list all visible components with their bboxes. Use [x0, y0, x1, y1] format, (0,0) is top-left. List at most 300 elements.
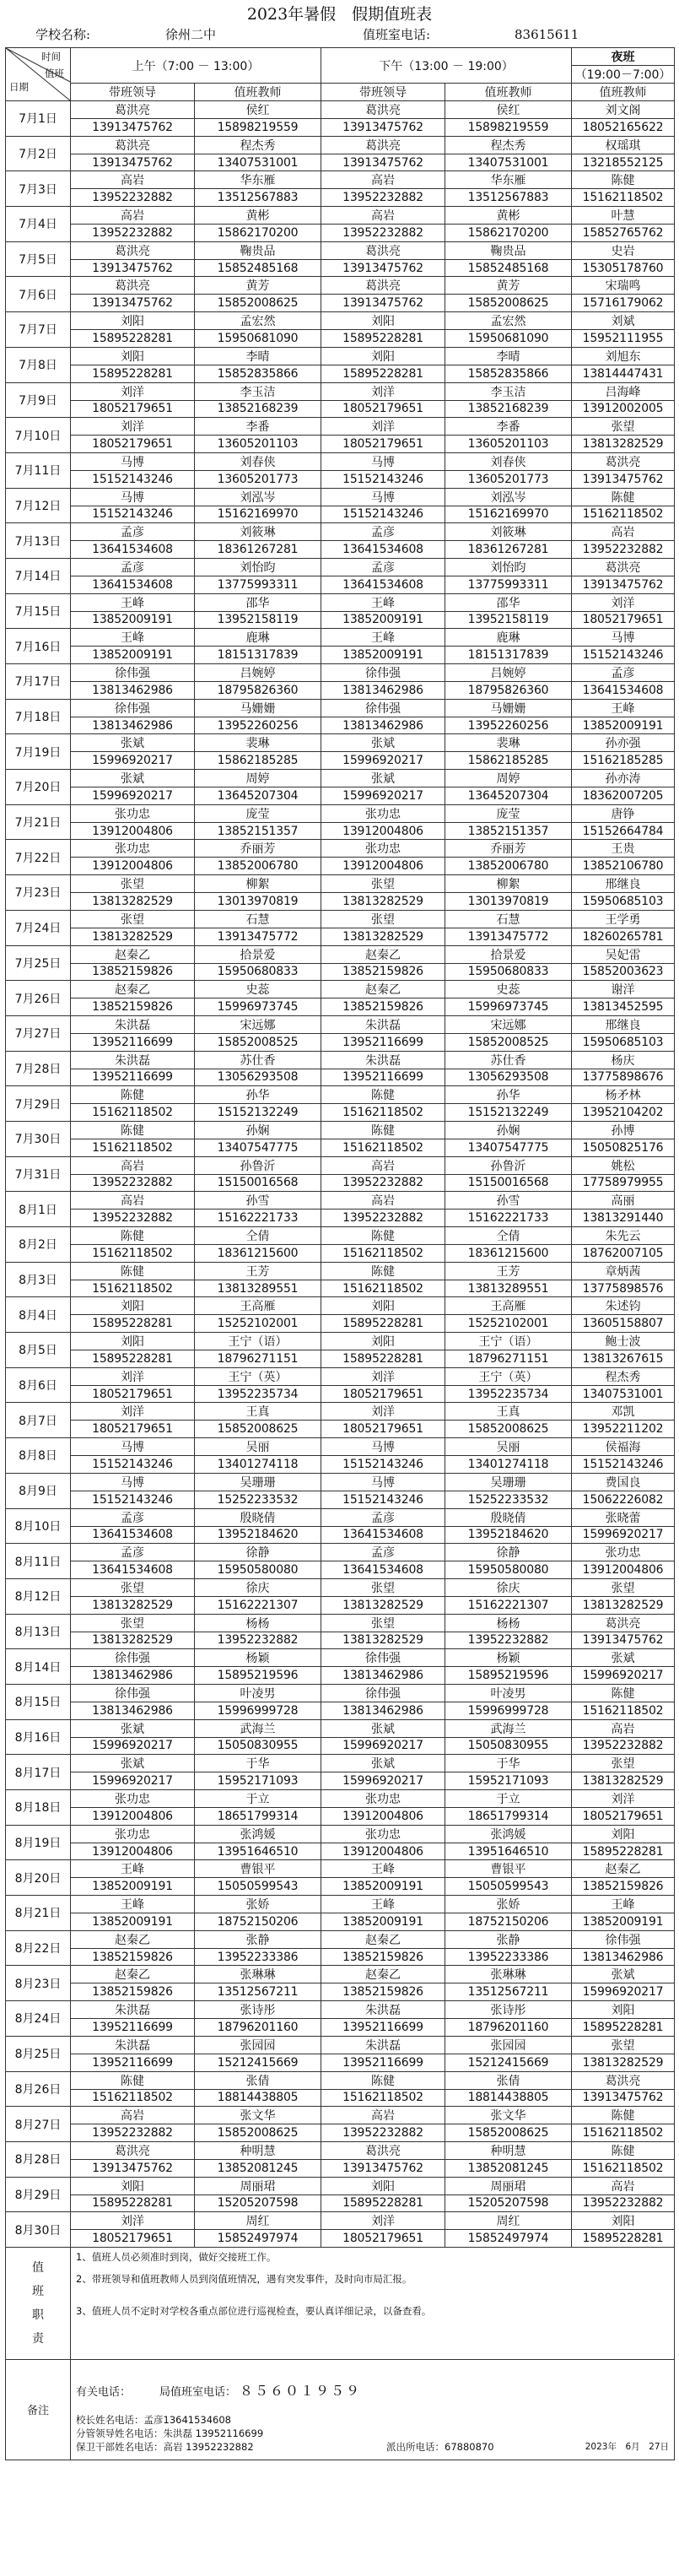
morning-teacher-name: 张文华 [195, 2107, 321, 2124]
morning-leader-phone: 13912004806 [71, 858, 195, 875]
day-phone-row [6, 998, 675, 1016]
morning-teacher-name: 庞莹 [195, 804, 321, 822]
afternoon-leader-name: 刘洋 [321, 1403, 445, 1421]
night-teacher-name: 刘斌 [572, 312, 675, 330]
night-teacher-name: 宋瑞鸣 [572, 277, 675, 295]
day-date: 7月4日 [6, 207, 71, 242]
day-phone-row [6, 1033, 675, 1051]
day-phone-row [6, 1491, 675, 1508]
afternoon-teacher-name: 周红 [445, 2212, 572, 2230]
morning-leader-name: 陈健 [71, 1086, 195, 1104]
afternoon-leader-name: 葛洪亮 [321, 241, 445, 259]
afternoon-teacher-phone: 18796271151 [445, 1350, 572, 1368]
morning-leader-name: 朱洪磊 [71, 1015, 195, 1033]
night-teacher-name: 孟彦 [572, 664, 675, 682]
day-date: 8月25日 [6, 2036, 71, 2071]
morning-leader-name: 葛洪亮 [71, 277, 195, 295]
morning-teacher-name: 孙鲁沂 [195, 1156, 321, 1174]
last-contact-line [76, 2440, 674, 2454]
morning-leader-phone: 13952232882 [71, 225, 195, 242]
day-date: 7月20日 [6, 770, 71, 805]
night-teacher-phone: 13407531001 [572, 1385, 675, 1403]
day-row [6, 1367, 675, 1385]
day-date: 8月1日 [6, 1192, 71, 1227]
night-teacher-name: 孙亦涛 [572, 770, 675, 787]
morning-teacher-phone: 15996973745 [195, 998, 321, 1016]
afternoon-teacher-name: 徐庆 [445, 1578, 572, 1596]
day-row [6, 2141, 675, 2159]
morning-leader-name: 孟彦 [71, 558, 195, 576]
morning-teacher-name: 张鸿媛 [195, 1825, 321, 1843]
morning-teacher-phone: 15852497974 [195, 2230, 321, 2248]
duty-table [5, 47, 675, 2460]
afternoon-teacher-phone: 15898219559 [445, 119, 572, 137]
afternoon-leader-name: 孟彦 [321, 523, 445, 541]
afternoon-teacher-name: 孙鲁沂 [445, 1156, 572, 1174]
afternoon-teacher-phone: 18651799314 [445, 1808, 572, 1826]
afternoon-teacher-name: 乔丽芳 [445, 840, 572, 858]
afternoon-teacher-name: 黄芳 [445, 277, 572, 295]
day-phone-row [6, 928, 675, 945]
night-teacher-name: 张望 [572, 418, 675, 436]
day-row [6, 593, 675, 611]
morning-teacher-name: 仝倩 [195, 1227, 321, 1245]
afternoon-teacher-phone: 15950681090 [445, 330, 572, 348]
morning-teacher-phone: 15852008625 [195, 2124, 321, 2142]
day-date: 7月16日 [6, 629, 71, 664]
morning-leader-name: 张功忠 [71, 1790, 195, 1808]
morning-teacher-name: 李晴 [195, 347, 321, 365]
day-phone-row [6, 541, 675, 559]
morning-leader-phone: 13913475762 [71, 119, 195, 137]
night-teacher-name: 刘文阁 [572, 101, 675, 119]
afternoon-leader-name: 马博 [321, 488, 445, 506]
day-row [6, 418, 675, 436]
day-phone-row [6, 717, 675, 734]
afternoon-teacher-phone: 13056293508 [445, 1069, 572, 1086]
day-row [6, 1614, 675, 1632]
night-teacher-name: 王峰 [572, 1896, 675, 1913]
afternoon-teacher-name: 马姗姗 [445, 699, 572, 717]
day-row [6, 2071, 675, 2089]
night-teacher-phone: 13852159826 [572, 1878, 675, 1896]
night-teacher-name: 程杰秀 [572, 1367, 675, 1385]
day-date: 8月28日 [6, 2141, 71, 2177]
morning-leader-phone: 13952232882 [71, 2124, 195, 2142]
day-date: 8月17日 [6, 1755, 71, 1790]
day-phone-row [6, 1808, 675, 1826]
night-teacher-phone: 15895228281 [572, 2019, 675, 2037]
morning-leader-name: 马博 [71, 452, 195, 470]
morning-teacher-name: 吴丽 [195, 1438, 321, 1456]
afternoon-leader-name: 马博 [321, 1473, 445, 1491]
afternoon-leader-name: 张斌 [321, 1755, 445, 1772]
morning-teacher-phone: 15952171093 [195, 1772, 321, 1790]
day-date: 8月24日 [6, 2001, 71, 2037]
morning-leader-phone: 15996920217 [71, 752, 195, 770]
morning-teacher-phone: 13013970819 [195, 893, 321, 911]
day-row [6, 1015, 675, 1033]
day-phone-row [6, 1350, 675, 1368]
day-date: 7月25日 [6, 945, 71, 981]
morning-teacher-phone: 13913475772 [195, 928, 321, 945]
day-phone-row [6, 225, 675, 242]
night-teacher-phone: 13913475762 [572, 1632, 675, 1649]
afternoon-teacher-phone: 15852008525 [445, 1033, 572, 1051]
afternoon-teacher-phone: 15862185285 [445, 752, 572, 770]
afternoon-leader-name: 葛洪亮 [321, 101, 445, 119]
afternoon-leader-phone: 13641534608 [321, 1526, 445, 1544]
night-teacher-phone: 13813291440 [572, 1210, 675, 1227]
day-date: 7月19日 [6, 734, 71, 770]
day-phone-row [6, 470, 675, 488]
afternoon-leader-name: 张望 [321, 1614, 445, 1632]
morning-teacher-name: 王宁（语） [195, 1333, 321, 1350]
morning-leader-name: 陈健 [71, 1121, 195, 1139]
afternoon-leader-phone: 13813462986 [321, 717, 445, 734]
morning-teacher-phone: 13852081245 [195, 2159, 321, 2177]
morning-leader-phone: 13912004806 [71, 1808, 195, 1826]
duty-note: 3、值班人员不定时对学校各重点部位进行巡视检查，要认真详细记录，以备查看。 [76, 2304, 432, 2317]
afternoon-teacher-phone: 13512567211 [445, 1983, 572, 2001]
morning-leader-name: 陈健 [71, 2071, 195, 2089]
afternoon-leader-phone: 15152143246 [321, 506, 445, 523]
afternoon-teacher-name: 裴琳 [445, 734, 572, 752]
day-phone-row [6, 2194, 675, 2212]
morning-leader-name: 刘阳 [71, 1333, 195, 1350]
remarks-row [6, 2359, 675, 2460]
night-teacher-phone: 13641534608 [572, 682, 675, 700]
morning-leader-name: 陈健 [71, 1262, 195, 1280]
day-phone-row [6, 1632, 675, 1649]
morning-teacher-phone: 18361267281 [195, 541, 321, 559]
morning-leader-phone: 13852009191 [71, 1913, 195, 1931]
morning-teacher-phone: 13951646510 [195, 1843, 321, 1860]
afternoon-leader-name: 张望 [321, 875, 445, 893]
afternoon-teacher-phone: 13852168239 [445, 400, 572, 418]
morning-teacher-phone: 13852151357 [195, 822, 321, 840]
morning-teacher-name: 华东雁 [195, 171, 321, 189]
morning-teacher-name: 周婷 [195, 770, 321, 787]
day-phone-row [6, 1210, 675, 1227]
afternoon-teacher-name: 李番 [445, 418, 572, 436]
night-teacher-name: 邢继良 [572, 875, 675, 893]
day-phone-row [6, 1702, 675, 1719]
morning-teacher-name: 王芳 [195, 1262, 321, 1280]
morning-leader-phone: 15162118502 [71, 1245, 195, 1263]
night-teacher-phone: 13952211202 [572, 1421, 675, 1438]
morning-leader-name: 刘洋 [71, 1403, 195, 1421]
day-phone-row [6, 1526, 675, 1544]
afternoon-leader-phone: 13813282529 [321, 928, 445, 945]
morning-leader-name: 刘阳 [71, 347, 195, 365]
night-teacher-name: 吴妃雷 [572, 945, 675, 963]
night-teacher-phone: 13605158807 [572, 1315, 675, 1333]
day-row [6, 1755, 675, 1772]
morning-leader-phone: 13913475762 [71, 154, 195, 171]
afternoon-teacher-phone: 13775993311 [445, 576, 572, 593]
night-teacher-name: 陈健 [572, 1684, 675, 1702]
morning-leader-name: 张功忠 [71, 840, 195, 858]
night-teacher-phone: 13913475762 [572, 576, 675, 593]
afternoon-leader-phone: 18052179651 [321, 1385, 445, 1403]
afternoon-leader-name: 陈健 [321, 1227, 445, 1245]
phone-line [76, 2380, 674, 2400]
morning-teacher-name: 周丽珺 [195, 2177, 321, 2194]
day-phone-row [6, 2019, 675, 2037]
afternoon-teacher-name: 仝倩 [445, 1227, 572, 1245]
morning-leader-phone: 13952232882 [71, 189, 195, 207]
day-row [6, 1438, 675, 1456]
morning-teacher-name: 吕婉婷 [195, 664, 321, 682]
night-teacher-phone: 13952232882 [572, 1737, 675, 1755]
morning-leader-phone: 18052179651 [71, 436, 195, 453]
morning-teacher-name: 李番 [195, 418, 321, 436]
day-row [6, 207, 675, 225]
day-row [6, 1156, 675, 1174]
afternoon-leader-name: 葛洪亮 [321, 277, 445, 295]
afternoon-leader-phone: 13813462986 [321, 1702, 445, 1719]
night-teacher-phone: 13913475762 [572, 470, 675, 488]
morning-teacher-phone: 13645207304 [195, 787, 321, 805]
day-phone-row [6, 365, 675, 382]
duty-room-phone: 83615611 [515, 27, 579, 42]
night-teacher-name: 葛洪亮 [572, 558, 675, 576]
afternoon-leader-phone: 15162118502 [321, 1104, 445, 1122]
night-teacher-phone: 15305178760 [572, 259, 675, 277]
day-date: 8月23日 [6, 1966, 71, 2001]
night-teacher-name: 邓凯 [572, 1403, 675, 1421]
afternoon-teacher-phone: 13852151357 [445, 822, 572, 840]
night-teacher-name: 葛洪亮 [572, 1614, 675, 1632]
day-date: 8月14日 [6, 1649, 71, 1685]
remarks-content [71, 2359, 675, 2460]
afternoon-teacher-name: 杨杨 [445, 1614, 572, 1632]
day-date: 7月6日 [6, 277, 71, 312]
header-corner [6, 48, 71, 101]
night-teacher-name: 王学勇 [572, 910, 675, 928]
night-teacher-phone: 15952111955 [572, 330, 675, 348]
night-teacher-name: 唐铮 [572, 804, 675, 822]
afternoon-teacher-name: 于立 [445, 1790, 572, 1808]
day-date: 8月29日 [6, 2177, 71, 2212]
duties-label [6, 2247, 71, 2359]
day-row [6, 488, 675, 506]
morning-leader-name: 刘洋 [71, 382, 195, 400]
morning-leader-name: 张望 [71, 910, 195, 928]
morning-teacher-phone: 15852485168 [195, 259, 321, 277]
night-header: 夜班 [572, 48, 675, 66]
afternoon-leader-name: 刘阳 [321, 312, 445, 330]
afternoon-teacher-name: 曹银平 [445, 1860, 572, 1878]
morning-teacher-phone: 15895219596 [195, 1667, 321, 1685]
morning-teacher-phone: 13852168239 [195, 400, 321, 418]
day-row [6, 699, 675, 717]
morning-teacher-name: 史蕊 [195, 981, 321, 998]
day-phone-row [6, 1913, 675, 1931]
night-teacher-phone: 15162185285 [572, 752, 675, 770]
afternoon-teacher-name: 孙华 [445, 1086, 572, 1104]
morning-leader-name: 张望 [71, 1578, 195, 1596]
day-date: 7月18日 [6, 699, 71, 734]
day-phone-row [6, 893, 675, 911]
morning-leader-phone: 15152143246 [71, 470, 195, 488]
afternoon-leader-phone: 13912004806 [321, 822, 445, 840]
night-teacher-name: 刘洋 [572, 1790, 675, 1808]
morning-teacher-phone: 18796271151 [195, 1350, 321, 1368]
security-leader-contact: 分管领导姓名电话：朱洪磊 13952116699 [76, 2427, 264, 2439]
morning-leader-name: 高岩 [71, 207, 195, 225]
day-row [6, 1860, 675, 1878]
day-row [6, 1930, 675, 1948]
morning-leader-name: 张功忠 [71, 804, 195, 822]
morning-leader-phone: 13641534608 [71, 1561, 195, 1579]
duty-note: 1、值班人员必须准时到岗，做好交接班工作。 [76, 2250, 277, 2263]
morning-leader-phone: 13913475762 [71, 295, 195, 312]
afternoon-teacher-phone: 15162221307 [445, 1596, 572, 1614]
morning-header: 上午（7:00 － 13:00） [71, 48, 321, 84]
remarks-label: 备注 [6, 2359, 71, 2460]
afternoon-teacher-name: 华东雁 [445, 171, 572, 189]
day-phone-row [6, 1843, 675, 1860]
morning-leader-phone: 13952232882 [71, 1210, 195, 1227]
night-teacher-phone: 13952104202 [572, 1104, 675, 1122]
night-teacher-name: 刘洋 [572, 593, 675, 611]
day-row [6, 629, 675, 647]
morning-leader-phone: 13952116699 [71, 2019, 195, 2037]
morning-leader-name: 赵秦乙 [71, 981, 195, 998]
morning-teacher-name: 刘春侠 [195, 452, 321, 470]
morning-teacher-name: 王高雁 [195, 1297, 321, 1315]
day-date: 8月21日 [6, 1896, 71, 1931]
afternoon-teacher-name: 吴丽 [445, 1438, 572, 1456]
afternoon-leader-phone: 13952232882 [321, 189, 445, 207]
morning-teacher-phone: 13512567883 [195, 189, 321, 207]
day-phone-row [6, 822, 675, 840]
day-phone-row [6, 259, 675, 277]
morning-teacher-name: 李玉洁 [195, 382, 321, 400]
day-phone-row [6, 2124, 675, 2142]
night-teacher-name: 刘阳 [572, 1825, 675, 1843]
morning-teacher-name: 吴珊珊 [195, 1473, 321, 1491]
morning-teacher-name: 于立 [195, 1790, 321, 1808]
night-teacher-phone: 13813282529 [572, 1596, 675, 1614]
afternoon-leader-name: 徐伟强 [321, 699, 445, 717]
night-teacher-name: 孙亦强 [572, 734, 675, 752]
morning-leader-phone: 18052179651 [71, 400, 195, 418]
day-date: 7月27日 [6, 1015, 71, 1051]
night-teacher-phone: 13852009191 [572, 1913, 675, 1931]
morning-leader-phone: 13912004806 [71, 822, 195, 840]
morning-teacher-phone: 13952235734 [195, 1385, 321, 1403]
afternoon-teacher-name: 武海兰 [445, 1719, 572, 1737]
afternoon-leader-name: 刘阳 [321, 347, 445, 365]
morning-leader-phone: 15895228281 [71, 1350, 195, 1368]
afternoon-leader-phone: 15996920217 [321, 1737, 445, 1755]
morning-teacher-name: 曹银平 [195, 1860, 321, 1878]
day-date: 8月11日 [6, 1544, 71, 1579]
morning-leader-name: 徐伟强 [71, 664, 195, 682]
day-row [6, 1297, 675, 1315]
afternoon-leader-phone: 13913475762 [321, 295, 445, 312]
afternoon-leader-phone: 13852009191 [321, 1878, 445, 1896]
day-date: 7月8日 [6, 347, 71, 382]
afternoon-teacher-phone: 13401274118 [445, 1456, 572, 1474]
day-date: 8月18日 [6, 1790, 71, 1826]
afternoon-teacher-phone: 15852008625 [445, 295, 572, 312]
night-teacher-phone: 13813282529 [572, 2054, 675, 2071]
night-teacher-name: 王峰 [572, 699, 675, 717]
night-teacher-name: 侯福海 [572, 1438, 675, 1456]
afternoon-teacher-name: 鹿琳 [445, 629, 572, 647]
day-date: 8月22日 [6, 1930, 71, 1966]
afternoon-teacher-phone: 18795826360 [445, 682, 572, 700]
night-teacher-phone: 18362007205 [572, 787, 675, 805]
morning-leader-name: 高岩 [71, 2107, 195, 2124]
morning-leader-phone: 18052179651 [71, 1421, 195, 1438]
afternoon-leader-name: 朱洪磊 [321, 2001, 445, 2019]
afternoon-teacher-phone: 13013970819 [445, 893, 572, 911]
morning-leader-phone: 15996920217 [71, 1737, 195, 1755]
morning-teacher-name: 王宁（英） [195, 1367, 321, 1385]
morning-leader-name: 张斌 [71, 1755, 195, 1772]
day-date: 7月23日 [6, 875, 71, 911]
morning-teacher-phone: 15152132249 [195, 1104, 321, 1122]
afternoon-leader-phone: 13952116699 [321, 1069, 445, 1086]
day-date: 8月8日 [6, 1438, 71, 1474]
morning-leader-name: 葛洪亮 [71, 136, 195, 154]
afternoon-leader-name: 张功忠 [321, 804, 445, 822]
night-teacher-phone: 18762007105 [572, 1245, 675, 1263]
morning-leader-name: 赵秦乙 [71, 1966, 195, 1983]
afternoon-teacher-name: 拾景爱 [445, 945, 572, 963]
afternoon-leader-phone: 13912004806 [321, 858, 445, 875]
morning-teacher-phone: 15150016568 [195, 1174, 321, 1192]
header-duty-label: 值班 [45, 68, 64, 79]
bureau-phone: ８５６０１９５９ [240, 2382, 362, 2399]
day-phone-row [6, 576, 675, 593]
morning-teacher-name: 刘筱琳 [195, 523, 321, 541]
afternoon-teacher-name: 史蕊 [445, 981, 572, 998]
morning-leader-name: 高岩 [71, 1156, 195, 1174]
night-teacher-phone: 15996920217 [572, 1667, 675, 1685]
day-date: 7月9日 [6, 382, 71, 418]
day-date: 8月9日 [6, 1473, 71, 1508]
afternoon-leader-phone: 13913475762 [321, 119, 445, 137]
morning-leader-name: 张斌 [71, 734, 195, 752]
night-teacher-name: 赵秦乙 [572, 1860, 675, 1878]
afternoon-leader-name: 张望 [321, 910, 445, 928]
afternoon-teacher-name: 张静 [445, 1930, 572, 1948]
day-date: 8月26日 [6, 2071, 71, 2107]
morning-leader-name: 徐伟强 [71, 1684, 195, 1702]
morning-leader-phone: 13852159826 [71, 963, 195, 981]
morning-teacher-name: 杨杨 [195, 1614, 321, 1632]
day-row [6, 875, 675, 893]
afternoon-teacher-name: 刘春侠 [445, 452, 572, 470]
morning-leader-phone: 18052179651 [71, 2230, 195, 2248]
morning-leader-name: 马博 [71, 1473, 195, 1491]
day-date: 8月20日 [6, 1860, 71, 1896]
day-row [6, 1192, 675, 1210]
afternoon-teacher-name: 杨颖 [445, 1649, 572, 1667]
morning-leader-name: 马博 [71, 1438, 195, 1456]
afternoon-leader-name: 高岩 [321, 1192, 445, 1210]
morning-teacher-header: 值班教师 [195, 84, 321, 101]
night-teacher-name: 高岩 [572, 1719, 675, 1737]
morning-teacher-phone: 15162169970 [195, 506, 321, 523]
afternoon-leader-phone: 13852159826 [321, 1948, 445, 1966]
